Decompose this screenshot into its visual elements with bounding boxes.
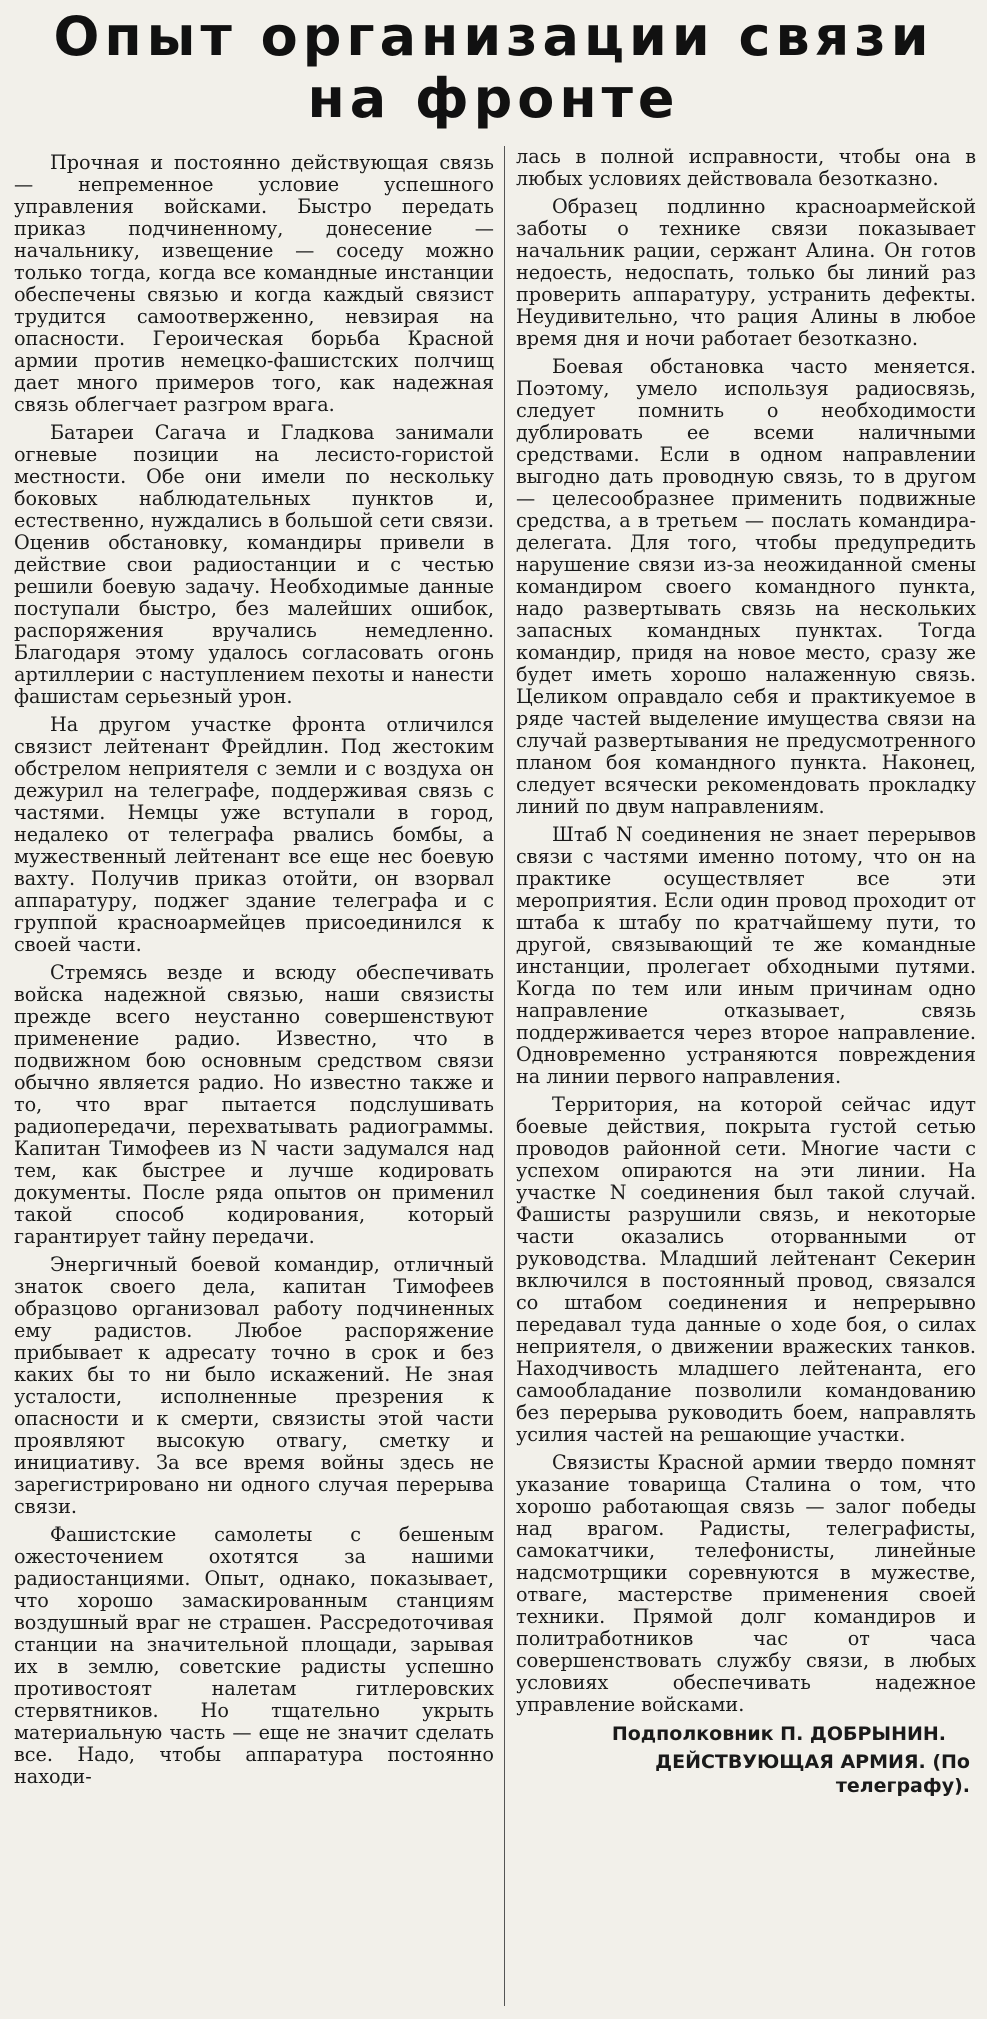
paragraph: Фашистские самолеты с бешеным ожесточением охотятся за нашими радиостанциями. Опыт, однако, показывает, что хорошо замаскированным станциям воздушный враг не страшен. Рассредоточивая станции на значительной площади, зарывая их в землю, советские радисты успешно противостоят налетам гитлеровских стервятников. Но тщательно укрыть материальную часть — еще не значит сделать все. Надо, чтобы аппаратура постоянно находи-	[14, 1523, 494, 1788]
headline-line-2: на фронте	[307, 67, 680, 130]
paragraph: На другом участке фронта отличился связист лейтенант Фрейдлин. Под жестоким обстрелом неприятеля с земли и с воздуха он дежурил на телеграфе, поддерживая связь с частями. Немцы уже вступали в город, недалеко от телеграфа рвались бомбы, а мужественный лейтенант все еще нес боевую вахту. Получив приказ отойти, он взорвал аппаратуру, поджег здание телеграфа и с группой красноармейцев присоединился к своей части.	[14, 713, 494, 956]
column-divider	[504, 146, 505, 2006]
paragraph: Энергичный боевой командир, отличный знаток своего дела, капитан Тимофеев образцово организовал работу подчиненных ему радистов. Любое распоряжение прибывает к адресату точно в срок и без каких бы то ни было искажений. Не зная усталости, исполненные презрения к опасности и к смерти, связисты этой части проявляют высокую отвагу, сметку и инициативу. За все время войны здесь не зарегистрировано ни одного случая перерыва связи.	[14, 1253, 494, 1518]
author-signature: Подполковник П. ДОБРЫНИН.	[611, 1723, 946, 1745]
headline-line-1: Опыт организации связи	[53, 5, 934, 68]
paragraph: Территория, на которой сейчас идут боевые действия, покрыта густой сетью проводов районной сети. Многие части с успехом опираются на эти линии. На участке N соединения был такой случай. Фашисты разрушили связь, и некоторые части оказались оторванными от руководства. Младший лейтенант Секерин включился в постоянный провод, связался со штабом соединения и непрерывно передавал туда данные о ходе боя, о силах неприятеля, о движении вражеских танков. Находчивость младшего лейтенанта, его самообладание позволили командованию без перерыва руководить боем, направлять усилия частей на решающие участки.	[516, 1093, 976, 1446]
paragraph: Образец подлинно красноармейской заботы о технике связи показывает начальник рации, сержант Алина. Он готов недоесть, недоспать, только бы линий раз проверить аппаратуру, устранить дефекты. Неудивительно, что рация Алины в любое время дня и ночи работает безотказно.	[516, 195, 976, 350]
left-column	[14, 152, 494, 2012]
right-column	[516, 146, 976, 2006]
paragraph-continuation: лась в полной исправности, чтобы она в любых условиях действовала безотказно.	[516, 146, 976, 190]
paragraph: Штаб N соединения не знает перерывов связи с частями именно потому, что он на практике осуществляет все эти мероприятия. Если один провод проходит от штаба к штабу по кратчайшему пути, то другой, связывающий те же командные инстанции, пролегает обходными путями. Когда по тем или иным причинам одно направление отказывает, связь поддерживается через второе направление. Одновременно устраняются повреждения на линии первого направления.	[516, 823, 976, 1088]
dateline: ДЕЙСТВУЮЩАЯ АРМИЯ. (По телеграфу).	[655, 1751, 970, 1797]
paragraph: Связисты Красной армии твердо помнят указание товарища Сталина о том, что хорошо работающая связь — залог победы над врагом. Радисты, телеграфисты, самокатчики, телефонисты, линейные надсмотрщики соревнуются в мужестве, отваге, мастерстве применения своей техники. Прямой долг командиров и политработников час от часа совершенствовать службу связи, в любых условиях обеспечивать надежное управление войсками.	[516, 1451, 976, 1716]
article-headline	[0, 0, 987, 140]
paragraph: Батареи Сагача и Гладкова занимали огневые позиции на лесисто-гористой местности. Обе они имели по нескольку боковых наблюдательных пунктов и, естественно, нуждались в большой сети связи. Оценив обстановку, командиры привели в действие свои радиостанции и с честью решили боевую задачу. Необходимые данные поступали быстро, без малейших ошибок, распоряжения вручались немедленно. Благодаря этому удалось согласовать огонь артиллерии с наступлением пехоты и нанести фашистам серьезный урон.	[14, 421, 494, 708]
paragraph: Стремясь везде и всюду обеспечивать войска надежной связью, наши связисты прежде всего неустанно совершенствуют применение радио. Известно, что в подвижном бою основным средством связи обычно является радио. Но известно также и то, что враг пытается подслушивать радиопередачи, перехватывать радиограммы. Капитан Тимофеев из N части задумался над тем, как быстрее и лучше кодировать документы. После ряда опытов он применил такой способ кодирования, который гарантирует тайну передачи.	[14, 961, 494, 1248]
paragraph: Прочная и постоянно действующая связь — непременное условие успешного управления войсками. Быстро передать приказ подчиненному, донесение — начальнику, извещение — соседу можно только тогда, когда все командные инстанции обеспечены связью и когда каждый связист трудится самоотверженно, невзирая на опасности. Героическая борьба Красной армии против немецко-фашистских полчищ дает много примеров того, как надежная связь облегчает разгром врага.	[14, 152, 494, 416]
paragraph: Боевая обстановка часто меняется. Поэтому, умело используя радиосвязь, следует помнить о необходимости дублировать ее всеми наличными средствами. Если в одном направлении выгодно дать проводную связь, то в другом — целесообразнее применить подвижные средства, а в третьем — послать командира-делегата. Для того, чтобы предупредить нарушение связи из-за неожиданной смены командиром своего командного пункта, надо развертывать связь на нескольких запасных командных пунктах. Тогда командир, придя на новое место, сразу же будет иметь хорошо налаженную связь. Целиком оправдало себя и практикуемое в ряде частей выделение имущества связи на случай развертывания не предусмотренного планом боя командного пункта. Наконец, следует всячески рекомендовать прокладку линий по двум направлениям.	[516, 355, 976, 818]
